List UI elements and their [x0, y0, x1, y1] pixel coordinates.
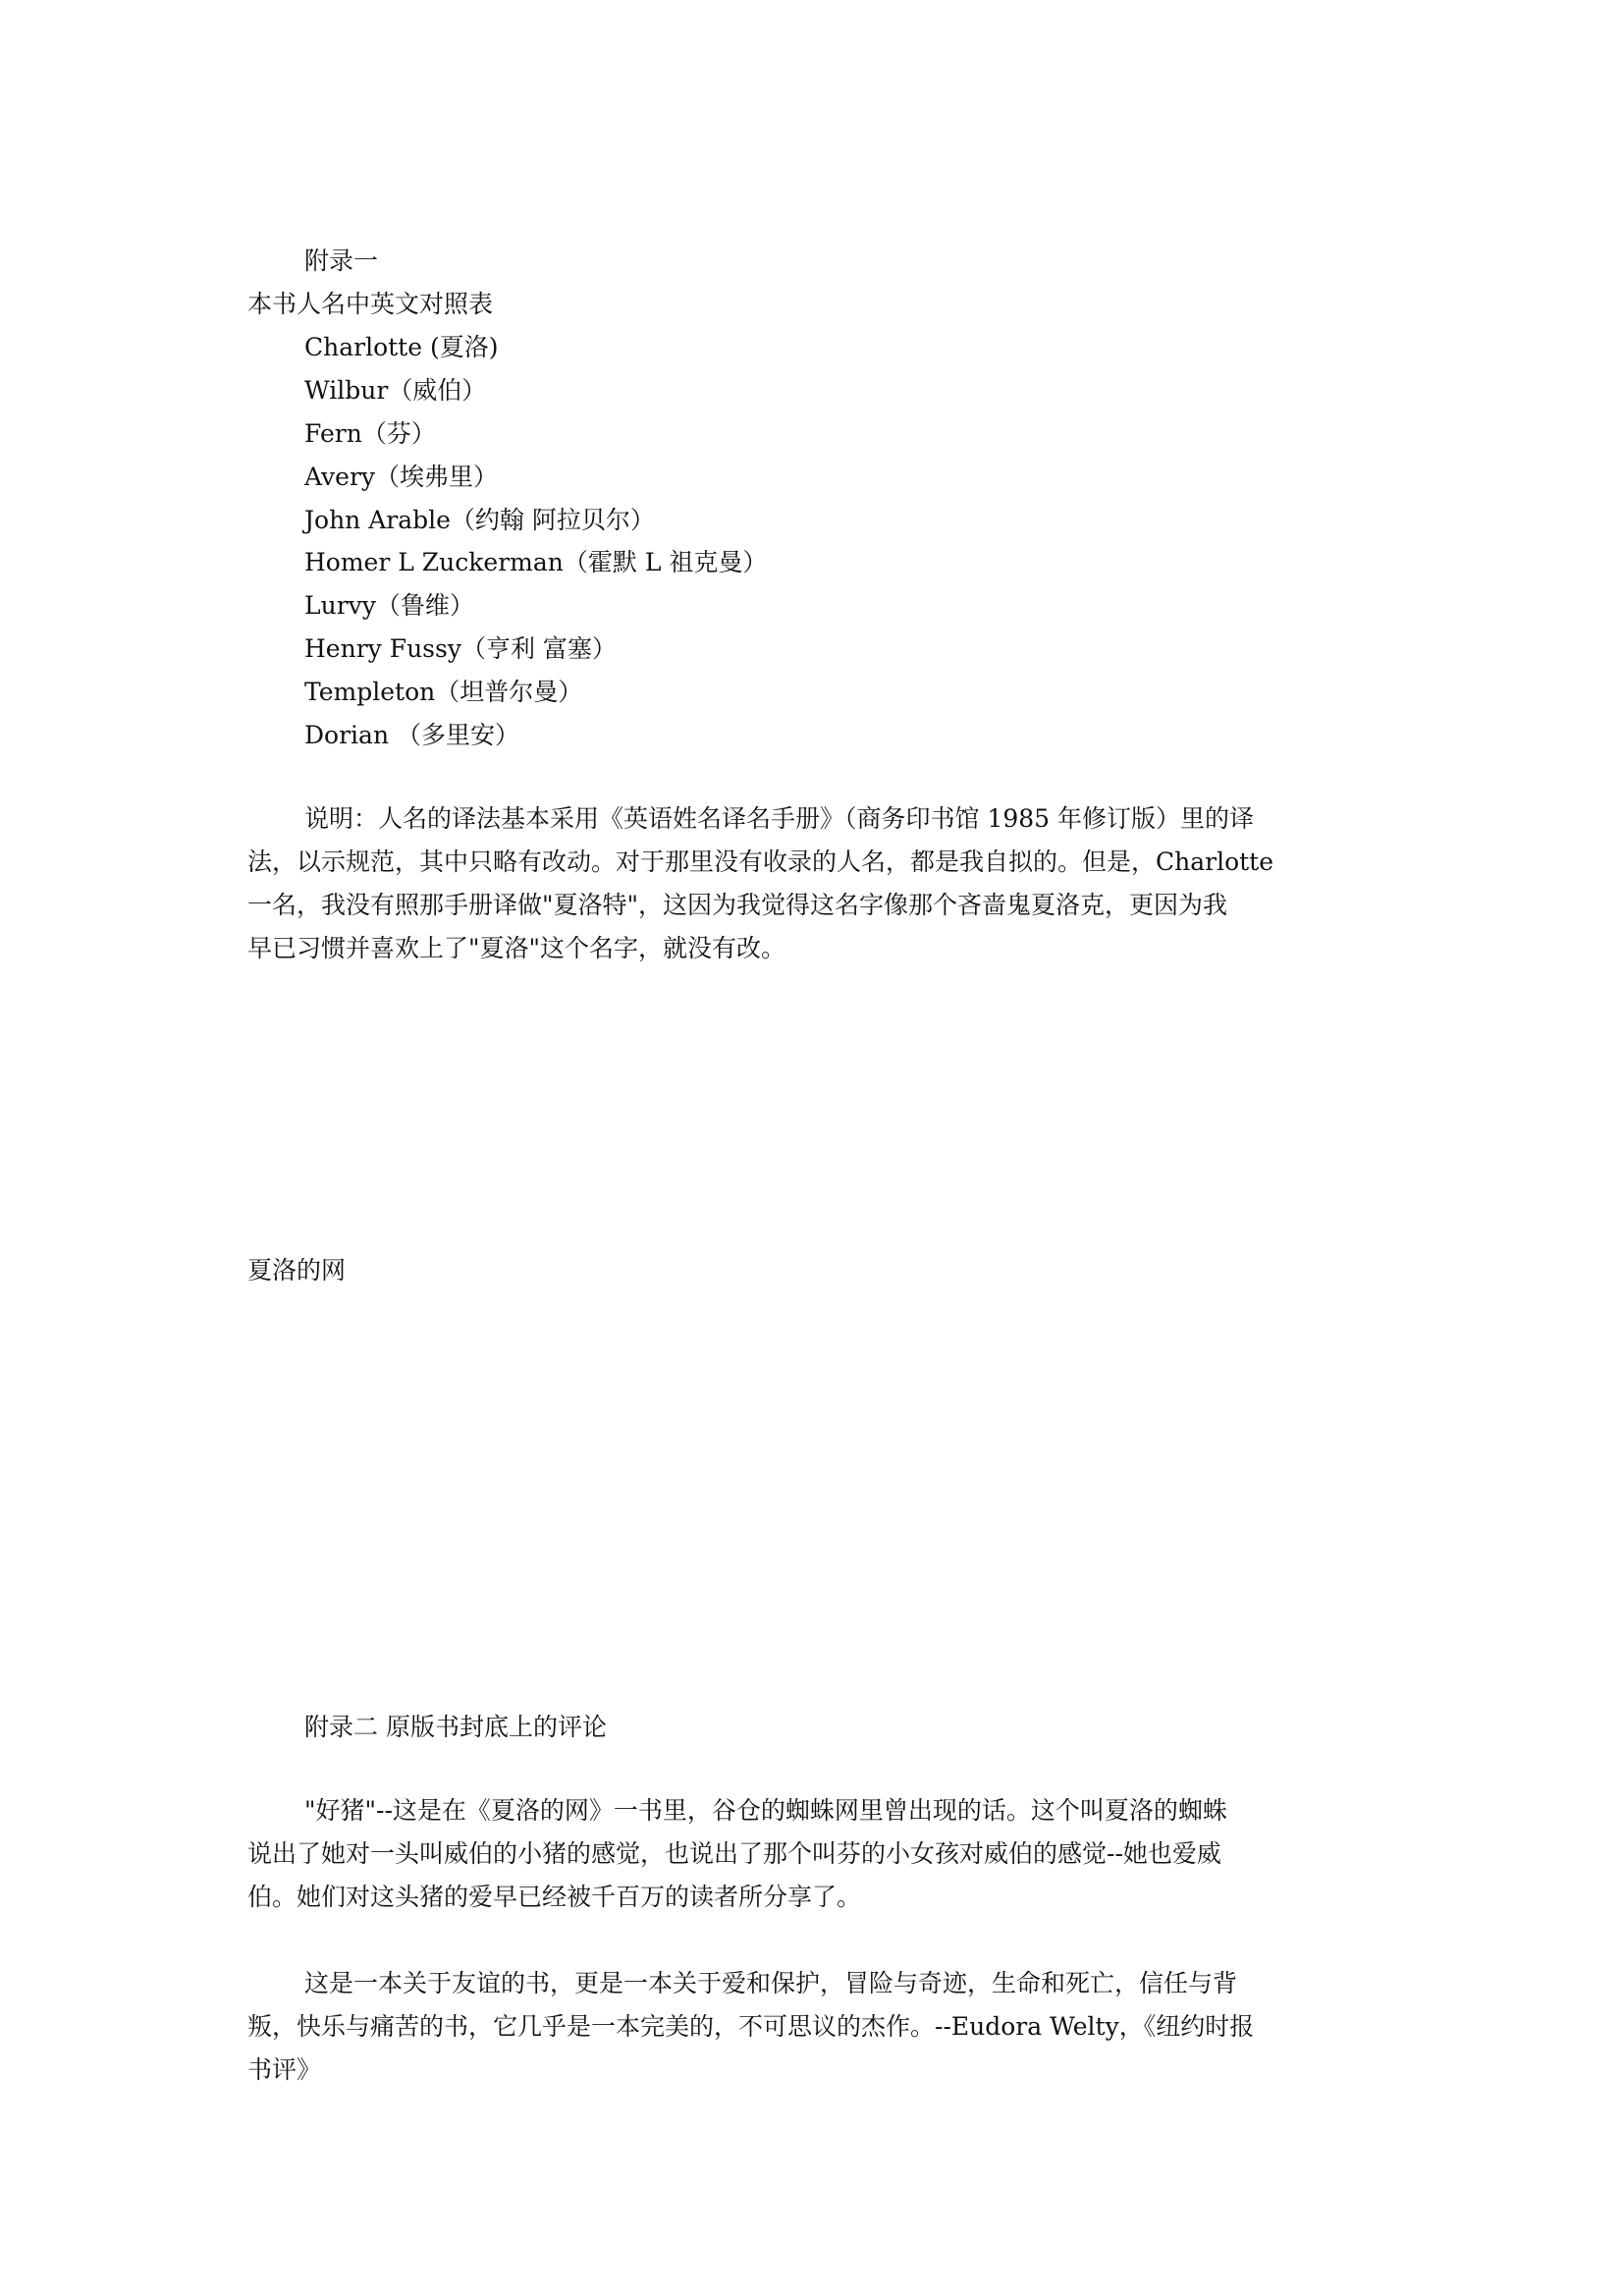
review-line: 书评》: [247, 2055, 322, 2084]
name-entry: John Arable（约翰 阿拉贝尔）: [304, 506, 655, 534]
translation-note: [247, 797, 1386, 970]
review-line: 伯。她们对这头猪的爱早已经被千百万的读者所分享了。: [247, 1883, 862, 1911]
note-line: 一名，我没有照那手册译做"夏洛特"，这因为我觉得这名字像那个吝啬鬼夏洛克，更因为我: [247, 891, 1228, 919]
name-entry: Charlotte (夏洛): [304, 333, 499, 361]
name-table-title: 本书人名中英文对照表: [247, 290, 494, 318]
name-entry: Fern（芬）: [304, 419, 436, 448]
review-line: "好猪"--这是在《夏洛的网》一书里，谷仓的蜘蛛网里曾出现的话。这个叫夏洛的蜘蛛: [304, 1796, 1227, 1825]
name-entry: Henry Fussy（亨利 富塞）: [304, 634, 617, 663]
note-line: 法，以示规范，其中只略有改动。对于那里没有收录的人名，都是我自拟的。但是，Charlotte: [247, 847, 1274, 876]
name-entry: Wilbur（威伯）: [304, 376, 487, 405]
review-line: 说出了她对一头叫威伯的小猪的感觉，也说出了那个叫芬的小女孩对威伯的感觉--她也爱威: [247, 1839, 1221, 1868]
name-entry: Avery（埃弗里）: [304, 463, 499, 491]
review-paragraph-1: [247, 1789, 1386, 1919]
note-line: 说明：人名的译法基本采用《英语姓名译名手册》（商务印书馆 1985 年修订版）里的译: [304, 804, 1255, 833]
appendix-one-heading: 附录一: [304, 246, 379, 275]
book-title: 夏洛的网: [247, 1256, 347, 1285]
review-line: 这是一本关于友谊的书，更是一本关于爱和保护，冒险与奇迹，生命和死亡，信任与背: [304, 1969, 1238, 1997]
name-entry: Dorian （多里安）: [304, 721, 519, 749]
review-paragraph-2: [247, 1962, 1386, 2092]
name-entry: Templeton（坦普尔曼）: [304, 678, 583, 706]
name-entry: Lurvy（鲁维）: [304, 591, 474, 620]
appendix-two-heading: 附录二 原版书封底上的评论: [304, 1713, 607, 1741]
name-entry: Homer L Zuckerman（霍默 L 祖克曼）: [304, 548, 768, 576]
note-line: 早已习惯并喜欢上了"夏洛"这个名字，就没有改。: [247, 934, 785, 962]
review-line: 叛，快乐与痛苦的书，它几乎是一本完美的，不可思议的杰作。--Eudora Welty，《纽约时报: [247, 2012, 1255, 2041]
